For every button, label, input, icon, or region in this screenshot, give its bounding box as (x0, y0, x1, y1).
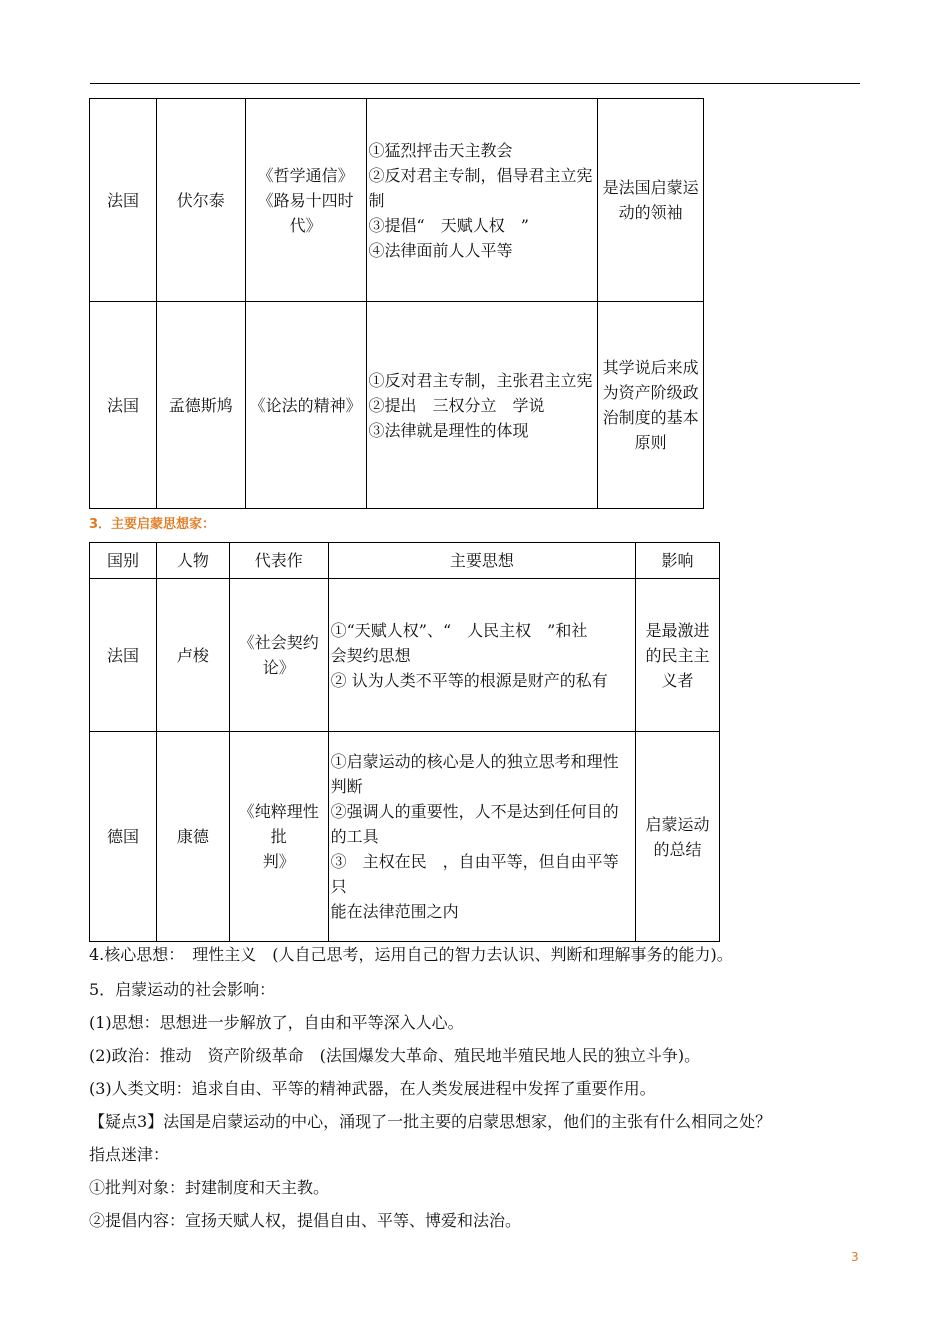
country-cell: 法国 (90, 579, 157, 732)
influence-cell: 其学说后来成 为资产阶级政 治制度的基本 原则 (598, 302, 704, 509)
works-cell: 《社会契约 论》 (229, 579, 328, 732)
thinkers-table-continued (89, 98, 704, 509)
ideas-cell: ①反对君主专制，主张君主立宪 ②提出 三权分立 学说 ③法律就是理性的体现 (366, 302, 598, 509)
column-header: 代表作 (229, 543, 328, 579)
main-thinkers-table (89, 542, 720, 942)
column-header: 影响 (636, 543, 720, 579)
header-rule (90, 83, 860, 84)
works-cell: 《论法的精神》 (245, 302, 366, 509)
table-header-row (90, 543, 720, 579)
person-cell: 孟德斯鸠 (156, 302, 245, 509)
ideas-cell: ①“天赋人权”、“ 人民主权 ”和社 会契约思想 ② 认为人类不平等的根源是财产的私有 (328, 579, 635, 732)
guidance-heading: 指点迷津： (89, 1145, 170, 1164)
column-header: 人物 (156, 543, 229, 579)
works-cell: 《纯粹理性批 判》 (229, 732, 328, 942)
page-number: 3 (851, 1250, 859, 1264)
table-row (90, 302, 704, 509)
influence-cell: 启蒙运动 的总结 (636, 732, 720, 942)
impact-politics-item: (2)政治：推动 资产阶级革命 (法国爆发大革命、殖民地半殖民地人民的独立斗争)。 (89, 1046, 701, 1065)
column-header: 国别 (90, 543, 157, 579)
country-cell: 德国 (90, 732, 157, 942)
ideas-cell: ①启蒙运动的核心是人的独立思考和理性 判断 ②强调人的重要性，人不是达到任何目的 的工具 ③ 主权在民 ，自由平等，但自由平等只 能在法律范围之内 (328, 732, 635, 942)
table-row (90, 732, 720, 942)
country-cell: 法国 (90, 302, 157, 509)
guidance-item: ②提倡内容：宣扬天赋人权，提倡自由、平等、博爱和法治。 (89, 1211, 522, 1230)
person-cell: 伏尔泰 (156, 99, 245, 302)
doubt-question: 【疑点3】法国是启蒙运动的中心，涌现了一批主要的启蒙思想家，他们的主张有什么相同之处？ (89, 1112, 772, 1131)
influence-cell: 是最激进 的民主主 义者 (636, 579, 720, 732)
country-cell: 法国 (90, 99, 157, 302)
impact-civilization-item: (3)人类文明：追求自由、平等的精神武器，在人类发展进程中发挥了重要作用。 (89, 1079, 656, 1098)
guidance-item: ①批判对象：封建制度和天主教。 (89, 1178, 330, 1197)
person-cell: 康德 (156, 732, 229, 942)
influence-cell: 是法国启蒙运 动的领袖 (598, 99, 704, 302)
works-cell: 《哲学通信》 《路易十四时代》 (245, 99, 366, 302)
section-heading: 3．主要启蒙思想家： (89, 517, 216, 532)
table-row (90, 579, 720, 732)
core-idea-paragraph: 4.核心思想： 理性主义 (人自己思考，运用自己的智力去认识、判断和理解事务的能力)。 (89, 945, 733, 964)
person-cell: 卢梭 (156, 579, 229, 732)
impact-thought-item: (1)思想：思想进一步解放了，自由和平等深入人心。 (89, 1013, 464, 1032)
ideas-cell: ①猛烈抨击天主教会 ②反对君主专制，倡导君主立宪 制 ③提倡“ 天赋人权 ” ④法律面前人人平等 (366, 99, 598, 302)
social-impact-heading: 5．启蒙运动的社会影响： (89, 980, 276, 999)
table-row (90, 99, 704, 302)
column-header: 主要思想 (328, 543, 635, 579)
